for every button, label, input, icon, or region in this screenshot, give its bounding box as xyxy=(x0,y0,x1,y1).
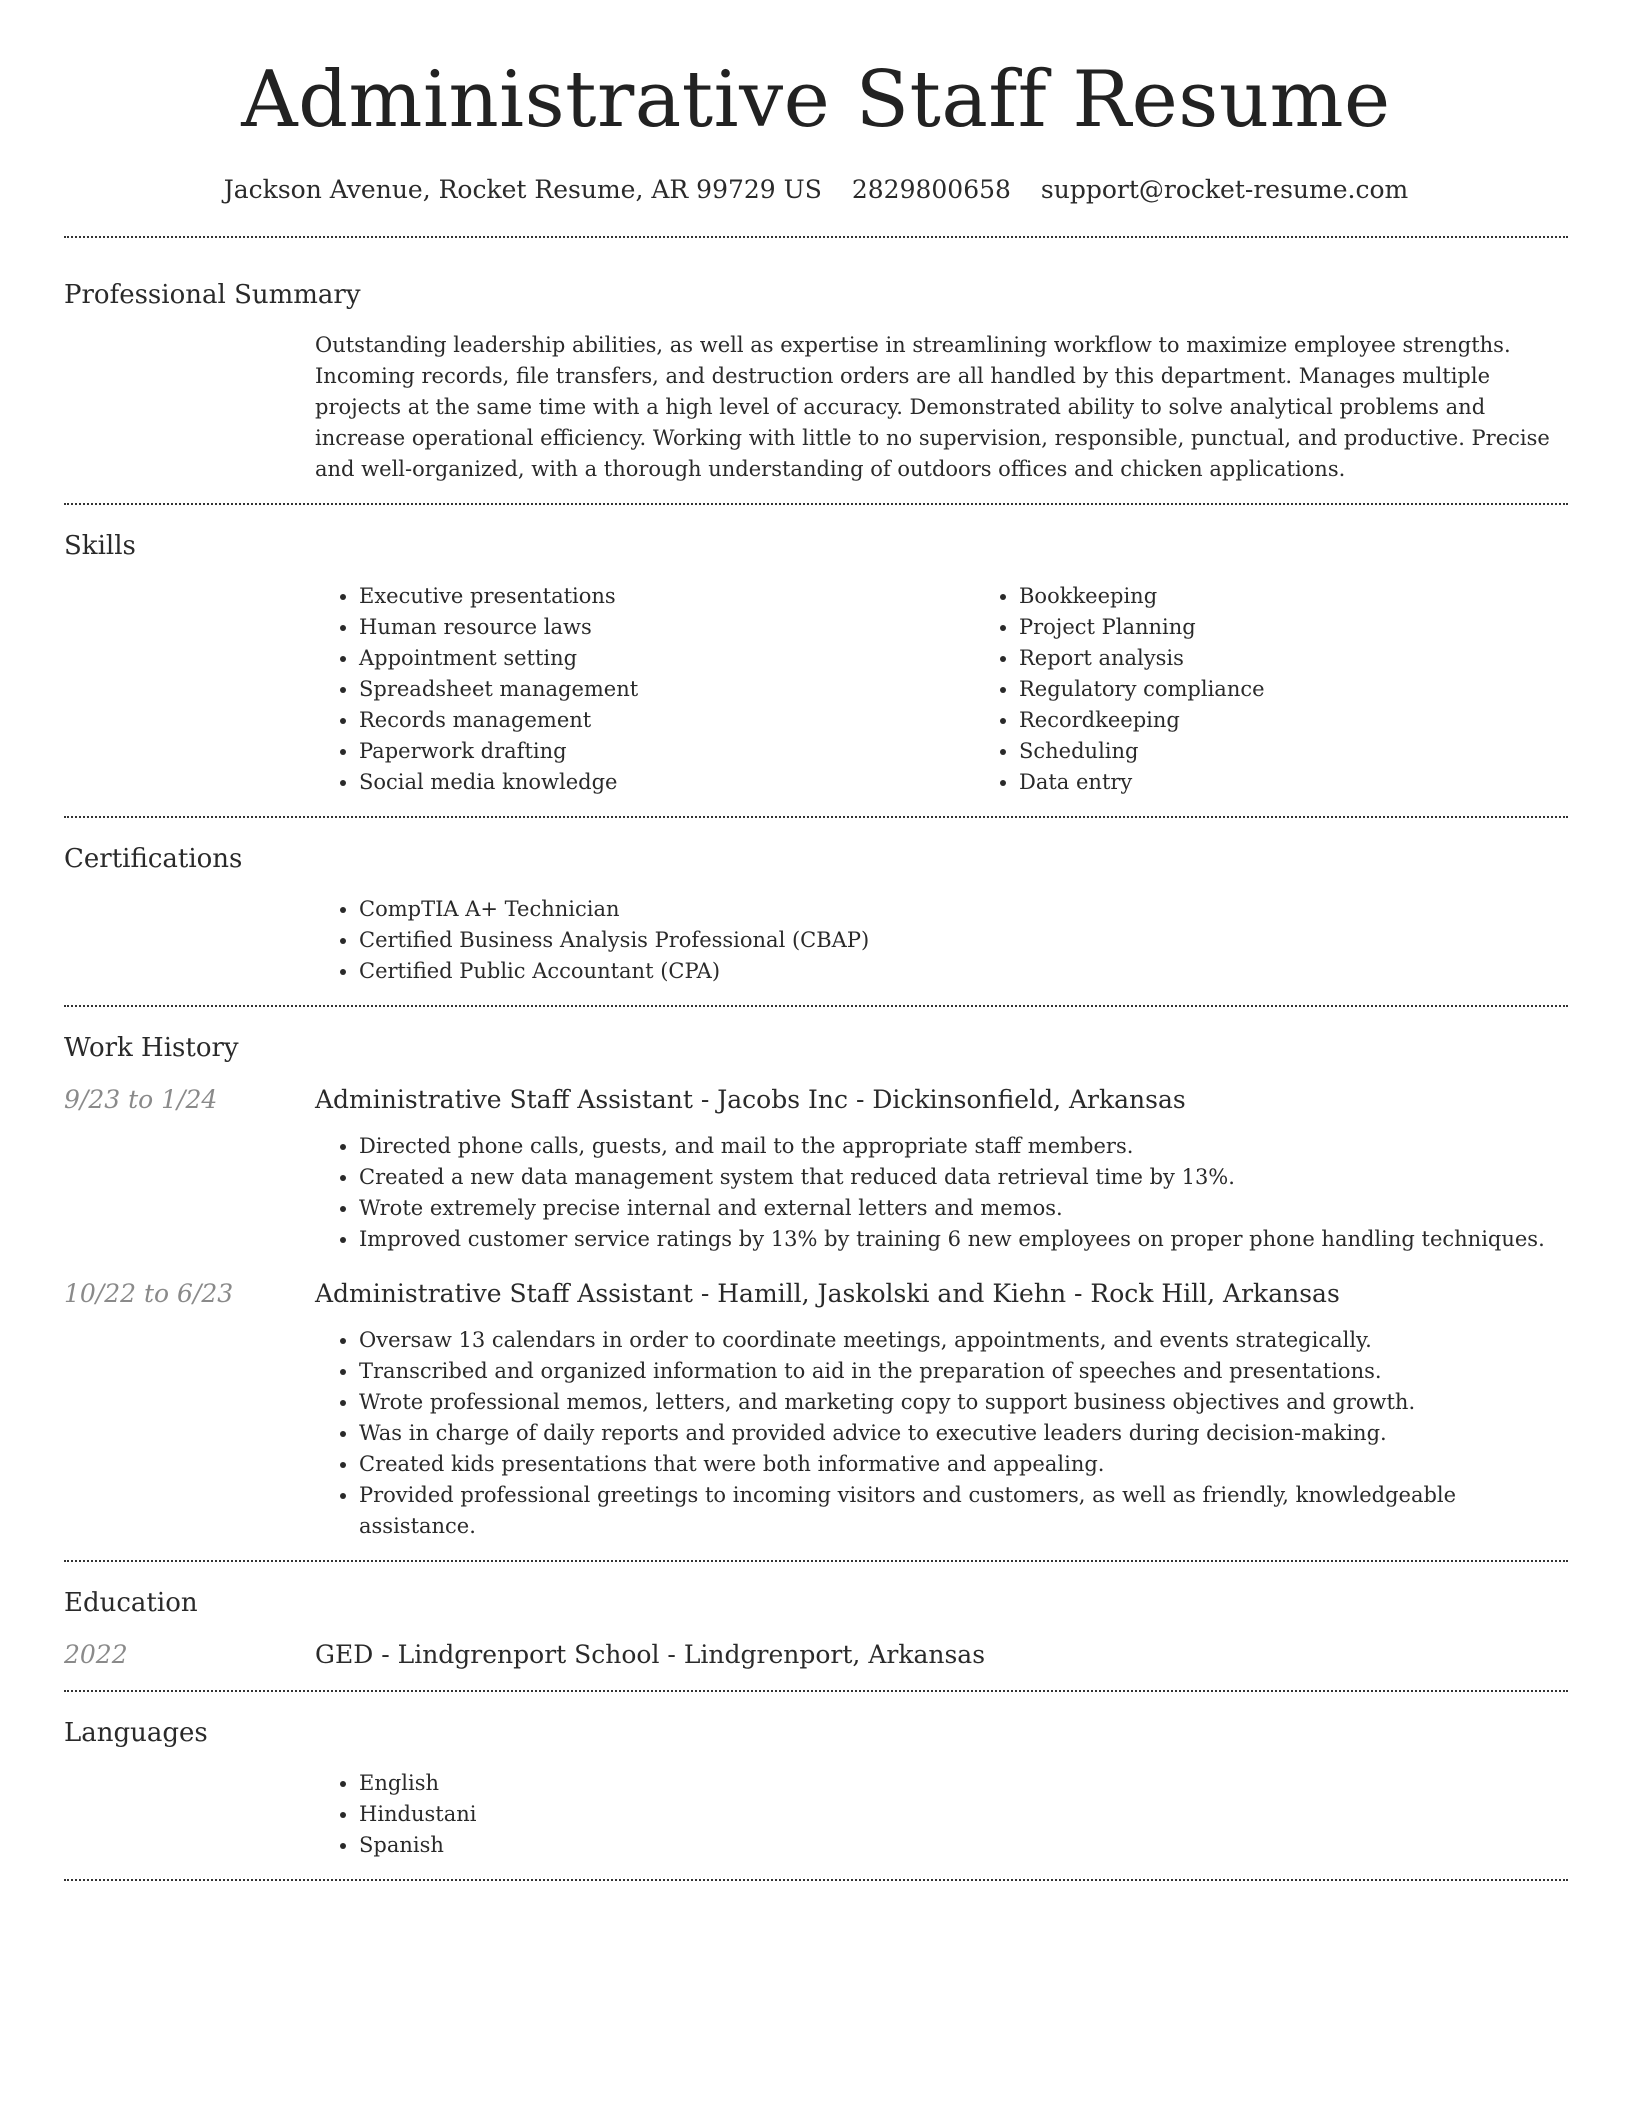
skill-item: • Social media knowledge xyxy=(359,767,975,798)
resume-header xyxy=(64,0,1568,208)
summary-section xyxy=(64,238,1568,503)
job-bullet: • Was in charge of daily reports and provided advice to executive leaders during decision-making. xyxy=(359,1418,1568,1449)
skill-item: • Scheduling xyxy=(1019,736,1632,767)
certifications-section xyxy=(64,818,1568,1005)
skill-item: • Executive presentations xyxy=(359,581,975,612)
job-dates: 9/23 to 1/24 xyxy=(64,1085,218,1114)
contact-address: Jackson Avenue, Rocket Resume, AR 99729 US xyxy=(223,175,822,204)
job-bullet: • Created kids presentations that were both informative and appealing. xyxy=(359,1449,1568,1480)
skill-item: • Appointment setting xyxy=(359,643,975,674)
education-section xyxy=(64,1562,1568,1690)
skill-item: • Paperwork drafting xyxy=(359,736,975,767)
job-title: Administrative Staff Assistant - Hamill, Jaskolski and Kiehn - Rock Hill, Arkansas xyxy=(315,1279,1340,1308)
summary-left-column xyxy=(64,330,315,485)
certifications-list xyxy=(315,894,1568,987)
education-degree: GED - Lindgrenport School - Lindgrenport, Arkansas xyxy=(315,1640,986,1669)
certifications-row xyxy=(64,894,1568,987)
languages-list xyxy=(315,1768,1568,1861)
language-item: • Spanish xyxy=(359,1830,1568,1861)
footer-divider xyxy=(64,1879,1568,1881)
certifications-right-column xyxy=(315,894,1568,987)
skill-item: • Project Planning xyxy=(1019,612,1632,643)
skills-left-column xyxy=(64,581,315,798)
languages-right-column xyxy=(315,1768,1568,1861)
contact-line xyxy=(64,172,1568,208)
job-bullet: • Transcribed and organized information to aid in the preparation of speeches and presentations. xyxy=(359,1356,1568,1387)
education-details xyxy=(315,1638,1568,1672)
job-bullet: • Improved customer service ratings by 13% by training 6 new employees on proper phone handling techniques. xyxy=(359,1224,1568,1255)
job-bullets xyxy=(315,1131,1568,1255)
contact-email: support@rocket-resume.com xyxy=(1040,175,1409,204)
skill-item: • Spreadsheet management xyxy=(359,674,975,705)
skills-list-left xyxy=(315,581,975,798)
skills-section xyxy=(64,505,1568,816)
job-details xyxy=(315,1083,1568,1255)
job-bullet: • Created a new data management system that reduced data retrieval time by 13%. xyxy=(359,1162,1568,1193)
summary-right-column xyxy=(315,330,1568,485)
job-bullets xyxy=(315,1325,1568,1542)
education-heading: Education xyxy=(64,1588,198,1618)
job-bullet: • Provided professional greetings to incoming visitors and customers, as well as friendly, knowledgeable assistance. xyxy=(359,1480,1568,1542)
skill-item: • Bookkeeping xyxy=(1019,581,1632,612)
education-year: 2022 xyxy=(64,1640,128,1669)
job-bullet: • Directed phone calls, guests, and mail to the appropriate staff members. xyxy=(359,1131,1568,1162)
skill-item: • Regulatory compliance xyxy=(1019,674,1632,705)
certification-item: • Certified Business Analysis Professional (CBAP) xyxy=(359,925,1568,956)
job-details xyxy=(315,1277,1568,1542)
languages-left-column xyxy=(64,1768,315,1861)
job-title: Administrative Staff Assistant - Jacobs Inc - Dickinsonfield, Arkansas xyxy=(315,1085,1186,1114)
skills-columns xyxy=(315,581,1632,798)
language-item: • English xyxy=(359,1768,1568,1799)
job-entry xyxy=(64,1083,1568,1255)
languages-section xyxy=(64,1692,1568,1879)
job-dates: 10/22 to 6/23 xyxy=(64,1279,234,1308)
summary-heading: Professional Summary xyxy=(64,280,361,310)
job-bullet: • Wrote extremely precise internal and external letters and memos. xyxy=(359,1193,1568,1224)
languages-heading: Languages xyxy=(64,1718,208,1748)
summary-row xyxy=(64,330,1568,485)
skill-item: • Records management xyxy=(359,705,975,736)
skill-item: • Report analysis xyxy=(1019,643,1632,674)
skill-item: • Data entry xyxy=(1019,767,1632,798)
languages-row xyxy=(64,1768,1568,1861)
work-history-heading: Work History xyxy=(64,1033,239,1063)
certification-item: • Certified Public Accountant (CPA) xyxy=(359,956,1568,987)
education-entry xyxy=(64,1638,1568,1672)
job-bullet: • Oversaw 13 calendars in order to coordinate meetings, appointments, and events strategically. xyxy=(359,1325,1568,1356)
contact-phone: 2829800658 xyxy=(851,175,1011,204)
language-item: • Hindustani xyxy=(359,1799,1568,1830)
work-history-section xyxy=(64,1007,1568,1560)
skill-item: • Recordkeeping xyxy=(1019,705,1632,736)
skills-heading: Skills xyxy=(64,531,136,561)
certification-item: • CompTIA A+ Technician xyxy=(359,894,1568,925)
skill-item: • Human resource laws xyxy=(359,612,975,643)
resume-title: Administrative Staff Resume xyxy=(241,55,1391,145)
certifications-left-column xyxy=(64,894,315,987)
job-entry xyxy=(64,1277,1568,1542)
skills-row xyxy=(64,581,1568,798)
job-bullet: • Wrote professional memos, letters, and marketing copy to support business objectives and growth. xyxy=(359,1387,1568,1418)
skills-list-right xyxy=(975,581,1632,798)
summary-text: Outstanding leadership abilities, as well as expertise in streamlining workflow to maximize employee strengths. Incoming records, file transfers, and destruction orders are all handled by this department. Manages multiple projects at the same time with a high level of accuracy. Demonstrated ability to solve analytical problems and increase operational efficiency. Working with little to no supervision, responsible, punctual, and productive. Precise and well-organized, with a thorough understanding of outdoors offices and chicken applications. xyxy=(315,333,1550,481)
certifications-heading: Certifications xyxy=(64,844,243,874)
